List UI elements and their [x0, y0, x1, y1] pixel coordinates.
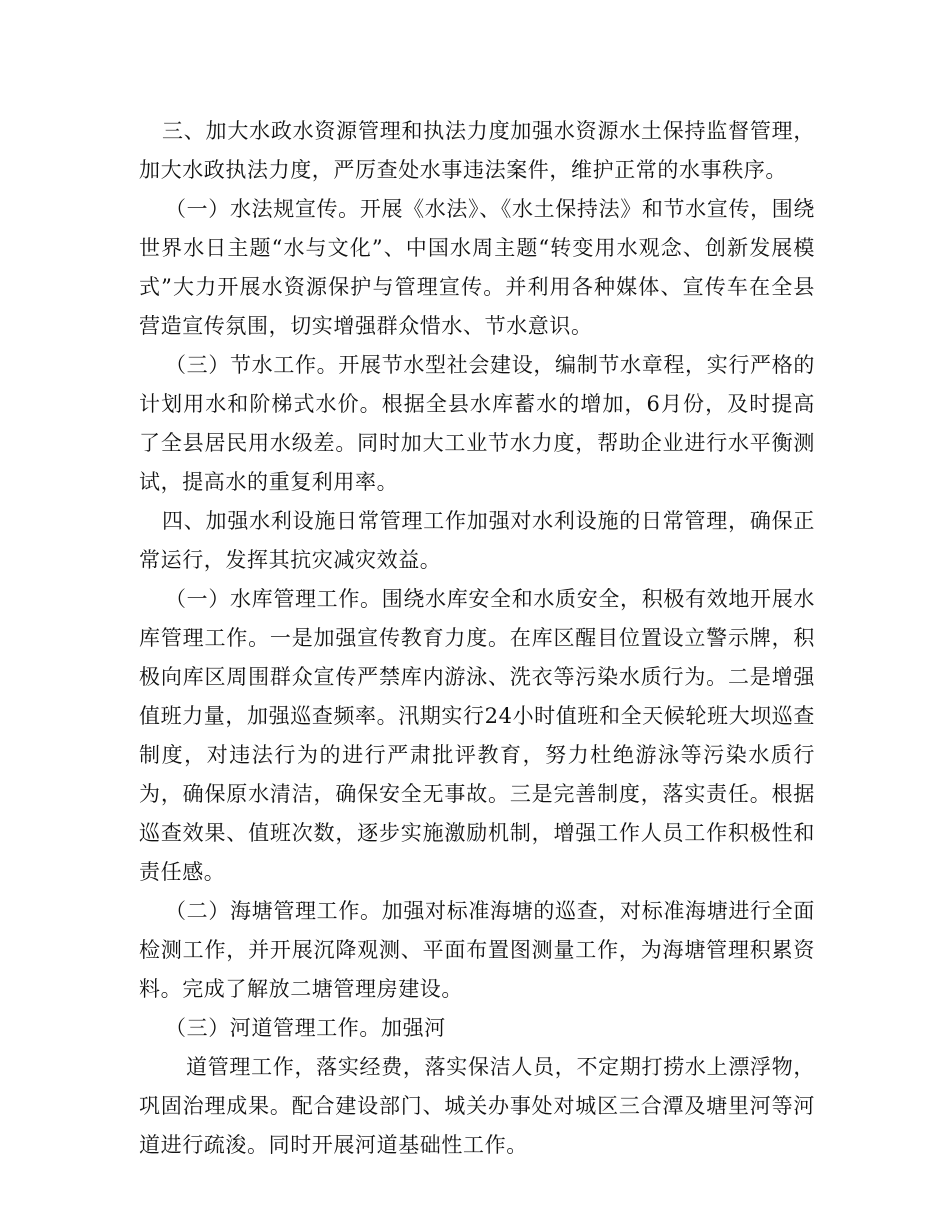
section-three-heading: 三、加大水政水资源管理和执法力度加强水资源水土保持监督管理，加大水政执法力度，严厉查处水事违法案件，维护正常的水事秩序。: [139, 119, 815, 182]
paragraph-seawall-management: （二）海塘管理工作。加强对标准海塘的巡查，对标准海塘进行全面检测工作，并开展沉降观测、平面布置图测量工作，为海塘管理积累资料。完成了解放二塘管理房建设。: [139, 899, 815, 1001]
paragraph-river-management-body: 道管理工作，落实经费，落实保洁人员，不定期打捞水上漂浮物，巩固治理成果。配合建设部门、城关办事处对城区三合潭及塘里河等河道进行疏浚。同时开展河道基础性工作。: [139, 1055, 815, 1157]
section-four-heading: 四、加强水利设施日常管理工作加强对水利设施的日常管理，确保正常运行，发挥其抗灾减灾效益。: [139, 509, 815, 572]
paragraph-river-management-heading: （三）河道管理工作。加强河: [165, 1016, 446, 1040]
paragraph-water-law-publicity: （一）水法规宣传。开展《水法》、《水土保持法》和节水宣传，围绕世界水日主题“水与文化”、中国水周主题“转变用水观念、创新发展模式”大力开展水资源保护与管理宣传。并利用各种媒体、宣传车在全县营造宣传氛围，切实增强群众惜水、节水意识。: [139, 197, 815, 338]
paragraph-water-saving-work: （三）节水工作。开展节水型社会建设，编制节水章程，实行严格的计划用水和阶梯式水价。根据全县水库蓄水的增加，6月份，及时提高了全县居民用水级差。同时加大工业节水力度，帮助企业进行水平衡测试，提高水的重复利用率。: [139, 353, 815, 494]
document-body: [139, 112, 815, 1165]
paragraph-reservoir-management: （一）水库管理工作。围绕水库安全和水质安全，积极有效地开展水库管理工作。一是加强宣传教育力度。在库区醒目位置设立警示牌，积极向库区周围群众宣传严禁库内游泳、洗衣等污染水质行为。二是增强值班力量，加强巡查频率。汛期实行24小时值班和全天候轮班大坝巡查制度，对违法行为的进行严肃批评教育，努力杜绝游泳等污染水质行为，确保原水清洁，确保安全无事故。三是完善制度，落实责任。根据巡查效果、值班次数，逐步实施激励机制，增强工作人员工作积极性和责任感。: [139, 587, 815, 884]
